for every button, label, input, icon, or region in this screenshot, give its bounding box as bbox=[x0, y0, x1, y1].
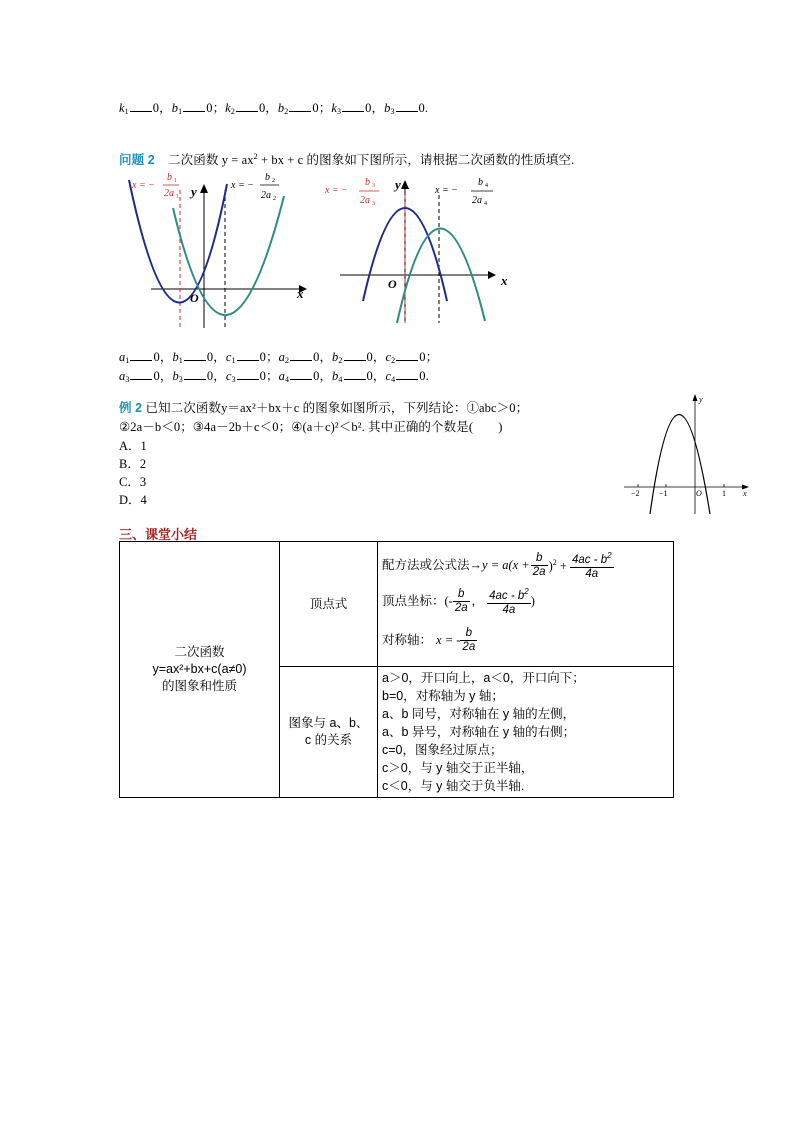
x-axis-label: x bbox=[501, 273, 508, 288]
black-label-num: b bbox=[265, 172, 270, 183]
black-label-num: b bbox=[478, 177, 483, 188]
blank-field[interactable] bbox=[237, 368, 259, 380]
blank-field[interactable] bbox=[344, 349, 366, 361]
y-axis-label: y bbox=[395, 177, 401, 192]
black-label-den-sub: 4 bbox=[484, 201, 487, 207]
relation-item: a＞0，开口向上，a＜0，开口向下； bbox=[382, 671, 585, 685]
relation-item: c=0，图象经过原点； bbox=[382, 743, 503, 757]
relation-item: a、b 异号，对称轴在 y 轴的右侧； bbox=[382, 725, 576, 739]
blank-field[interactable] bbox=[130, 368, 152, 380]
red-label-num-sub: 1 bbox=[174, 178, 177, 184]
relation-item: a、b 同号，对称轴在 y 轴的左侧， bbox=[382, 707, 576, 721]
y-axis-label: y bbox=[191, 184, 197, 199]
blank-field[interactable] bbox=[342, 100, 364, 112]
y-axis-arrow bbox=[200, 184, 208, 193]
blank-field[interactable] bbox=[290, 368, 312, 380]
red-label-num: b bbox=[365, 177, 370, 188]
origin-label: O bbox=[696, 489, 702, 498]
red-label-den-sub: 3 bbox=[372, 201, 375, 207]
red-label-num: b bbox=[167, 172, 172, 183]
red-label: x = − bbox=[325, 185, 348, 196]
black-label-den-sub: 2 bbox=[273, 196, 276, 202]
option-d[interactable]: D．4 bbox=[119, 493, 147, 507]
blank-field[interactable] bbox=[396, 368, 418, 380]
origin-label: O bbox=[388, 277, 397, 291]
option-b[interactable]: B．2 bbox=[119, 457, 147, 471]
blank-field[interactable] bbox=[237, 349, 259, 361]
relation-content bbox=[378, 667, 674, 798]
graph-left bbox=[119, 168, 314, 330]
option-c[interactable]: C．3 bbox=[119, 475, 147, 489]
tick-label-neg2: −2 bbox=[631, 489, 640, 498]
graph-right bbox=[325, 175, 520, 325]
blank-field[interactable] bbox=[184, 368, 206, 380]
black-label-den: 2a bbox=[472, 195, 482, 206]
fill-row-2: $a_3$ 0，$b_3$ 0，$c_3$ 0；$a_4$ 0，$b_4$ 0，$c_4$ 0. bbox=[119, 369, 429, 384]
example-2-line-2: ②2a－b＜0；③4a－2b＋c＜0；④(a＋c)²＜b². 其中正确的个数是( ) bbox=[119, 420, 503, 434]
problem-2-statement: 问题 2 二次函数 $y = ax^2$ + bx + c 的图象如下图所示，请根据二次函数的性质填空. bbox=[119, 151, 575, 167]
blank-field[interactable] bbox=[344, 368, 366, 380]
x-axis-arrow bbox=[488, 271, 496, 279]
black-label-den: 2a bbox=[261, 190, 271, 201]
vertex-form-label: 顶点式 bbox=[280, 542, 378, 667]
y-axis-arrow bbox=[693, 394, 698, 401]
relation-item: c＞0，与 y 轴交于正半轴， bbox=[382, 761, 534, 775]
tick-label-neg1: −1 bbox=[659, 489, 668, 498]
relation-item: b=0，对称轴为 y 轴； bbox=[382, 689, 504, 703]
x-axis-label: x bbox=[297, 286, 304, 301]
example-2-title: 例 2 bbox=[119, 401, 143, 415]
blank-field[interactable] bbox=[236, 100, 258, 112]
parabola bbox=[650, 415, 710, 515]
vertex-form-content: 配方法或公式法→ y = a(x + $\frac{b}{2a}$ )$^2$ + $\frac{4ac - b^2}{4a}$ 顶点坐标： (- $\frac{b}{2a}$ , $\frac{4ac - b^2}{4a}$ ) 对称轴： x = - $\frac{b}{2a}$ bbox=[378, 542, 674, 667]
y-axis-label: y bbox=[699, 395, 703, 404]
summary-table bbox=[119, 541, 674, 798]
red-label-den: 2a bbox=[164, 188, 174, 199]
example-2-graph bbox=[620, 390, 755, 515]
problem-2-title: 问题 2 bbox=[119, 153, 155, 167]
fill-row-1: $a_1$ 0，$b_1$ 0，$c_1$ 0；$a_2$ 0，$b_2$ 0，$c_2$ 0； bbox=[119, 350, 439, 365]
y-axis-arrow bbox=[401, 180, 409, 189]
tick-label-1: 1 bbox=[722, 489, 726, 498]
black-label-num-sub: 4 bbox=[485, 183, 488, 189]
black-label: x = − bbox=[435, 185, 458, 196]
red-label-den: 2a bbox=[360, 195, 370, 206]
blank-field[interactable] bbox=[396, 100, 418, 112]
blank-field[interactable] bbox=[184, 349, 206, 361]
red-label-num-sub: 3 bbox=[372, 183, 375, 189]
origin-label: O bbox=[190, 291, 199, 305]
x-axis-label: x bbox=[743, 489, 747, 498]
fill-line-k-b: $k_1$ 0，$b_1$ 0；$k_2$ 0，$b_2$ 0；$k_3$ 0，$b_3$ 0. bbox=[119, 101, 429, 116]
black-label: x = − bbox=[231, 180, 254, 191]
black-label-num-sub: 2 bbox=[272, 178, 275, 184]
example-2-line-1: 例 2 已知二次函数y＝ax²＋bx＋c 的图象如图所示，下列结论：①abc＞0； bbox=[119, 401, 529, 415]
blank-field[interactable] bbox=[183, 100, 205, 112]
blank-field[interactable] bbox=[130, 100, 152, 112]
relation-item: c＜0，与 y 轴交于负半轴. bbox=[382, 779, 525, 793]
main-cell: 二次函数 y=ax²+bx+c(a≠0) 的图象和性质 bbox=[120, 542, 280, 798]
option-a[interactable]: A．1 bbox=[119, 439, 147, 453]
summary-heading: 三、课堂小结 bbox=[119, 527, 198, 542]
blank-field[interactable] bbox=[396, 349, 418, 361]
red-label-den-sub: 1 bbox=[176, 194, 179, 200]
blank-field[interactable] bbox=[289, 100, 311, 112]
relation-label: 图象与 a、b、 c 的关系 bbox=[280, 667, 378, 798]
blank-field[interactable] bbox=[130, 349, 152, 361]
blank-field[interactable] bbox=[290, 349, 312, 361]
red-label: x = − bbox=[132, 180, 155, 191]
